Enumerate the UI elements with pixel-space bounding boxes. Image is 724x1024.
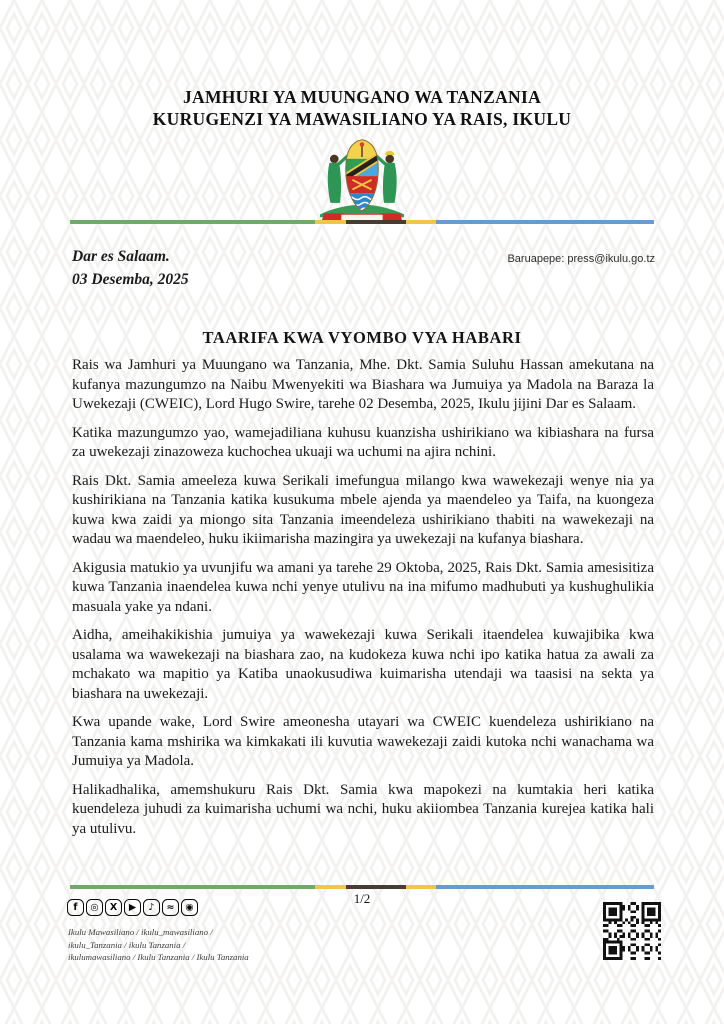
document-body xyxy=(72,356,654,848)
body-paragraph: Kwa upande wake, Lord Swire ameonesha utayari wa CWEIC kuendeleza ushirikiano na Tanzania kama mshirika wa kimkakati ili kuvutia wawekezaji zaidi kutoka nchi wanachama wa Jumuiya ya Madola. xyxy=(72,714,654,769)
contact-email: Baruapepe: press@ikulu.go.tz xyxy=(507,253,655,265)
document-title: TAARIFA KWA VYOMBO VYA HABARI xyxy=(202,328,522,347)
body-paragraph: Halikadhalika, amemshukuru Rais Dkt. Samia kwa mapokezi na kumtakia heri katika kuendeleza juhudi za kuimarisha uchumi wa nchi, huku akiiombea Tanzania kurejea katika hali ya utulivu. xyxy=(72,781,654,837)
instagram-icon: ◎ xyxy=(86,899,103,916)
divider-yellow-segment xyxy=(406,885,436,889)
divider-yellow-segment xyxy=(406,220,436,224)
org-title: JAMHURI YA MUUNGANO WA TANZANIA xyxy=(182,87,542,107)
flag-divider-top xyxy=(70,220,654,224)
divider-blue-segment xyxy=(436,885,654,889)
divider-black-segment xyxy=(346,220,406,224)
divider-yellow-segment xyxy=(315,885,346,889)
x-icon: X xyxy=(105,899,122,916)
handles-line: ikulumawasiliano / Ikulu Tanzania / Ikulu Tanzania xyxy=(68,952,249,962)
divider-yellow-segment xyxy=(315,220,346,224)
dateline-date: 03 Desemba, 2025 xyxy=(72,271,189,288)
divider-green-segment xyxy=(70,220,315,224)
podcast-icon: ◉ xyxy=(181,899,198,916)
tiktok-icon: ♪ xyxy=(143,899,160,916)
qr-code xyxy=(603,902,661,960)
page-number: 1/2 xyxy=(353,891,371,906)
dateline-place: Dar es Salaam. xyxy=(72,248,170,265)
handles-line: ikulu_Tanzania / ikulu Tanzania / xyxy=(68,939,186,950)
youtube-icon: ▶ xyxy=(124,899,141,916)
divider-black-segment xyxy=(346,885,406,889)
body-paragraph: Katika mazungumzo yao, wamejadiliana kuhusu kuanzisha ushirikiano wa kibiashara na fursa za uwekezaji zinazoweza kuchochea ukuaji wa uchumi na ajira nchini. xyxy=(72,424,654,460)
social-icons-row xyxy=(67,899,198,916)
facebook-icon: f xyxy=(67,899,84,916)
divider-blue-segment xyxy=(436,220,654,224)
social-handles xyxy=(68,926,348,964)
body-paragraph: Aidha, ameihakikishia jumuiya ya wawekezaji kuwa Serikali itaendelea kuwajibika kwa usalama wa wawekezaji na biashara zao, na kudokeza kuwa nchi ipo katika hatua za awali za mchakato wa mapitio ya Katiba unaokusudiwa kuimarisha utendaji wa taasisi na sekta ya biashara na uwekezaji. xyxy=(72,627,654,702)
handles-line: Ikulu Mawasiliano / ikulu_mawasiliano / xyxy=(68,927,213,937)
body-paragraph: Rais Dkt. Samia ameeleza kuwa Serikali imefungua milango kwa wawekezaji wenye nia ya kushirikiana na Tanzania katika kusukuma mbele ajenda ya maendeleo ya Taifa, na kuongeza kuwa kwa zaidi ya miongo sita Tanzania imeendeleza ushirikiano thabiti na wawekezaji na wadau wa maendeleo, huku ikiimarisha mazingira ya uwekezaji na kufanya biashara. xyxy=(72,472,654,547)
tanzania-coat-of-arms xyxy=(305,134,420,227)
body-paragraph: Rais wa Jamhuri ya Muungano wa Tanzania, Mhe. Dkt. Samia Suluhu Hassan amekutana na kufanya mazungumzo na Naibu Mwenyekiti wa Biashara wa Jumuiya ya Madola na Baraza la Uwekezaji (CWEIC), Lord Hugo Swire, tarehe 02 Desemba, 2025, Ikulu jijini Dar es Salaam. xyxy=(72,357,654,412)
divider-green-segment xyxy=(70,885,315,889)
body-paragraph: Akigusia matukio ya uvunjifu wa amani ya tarehe 29 Oktoba, 2025, Rais Dkt. Samia amesisitiza kuwa Tanzania inaendelea kuwa nchi yenye utulivu na ina mifumo madhubuti ya kushughulikia masuala yake ya ndani. xyxy=(72,559,654,615)
spotify-icon: ≈ xyxy=(162,899,179,916)
flag-divider-bottom xyxy=(70,885,654,889)
org-subtitle: KURUGENZI YA MAWASILIANO YA RAIS, IKULU xyxy=(152,109,572,129)
